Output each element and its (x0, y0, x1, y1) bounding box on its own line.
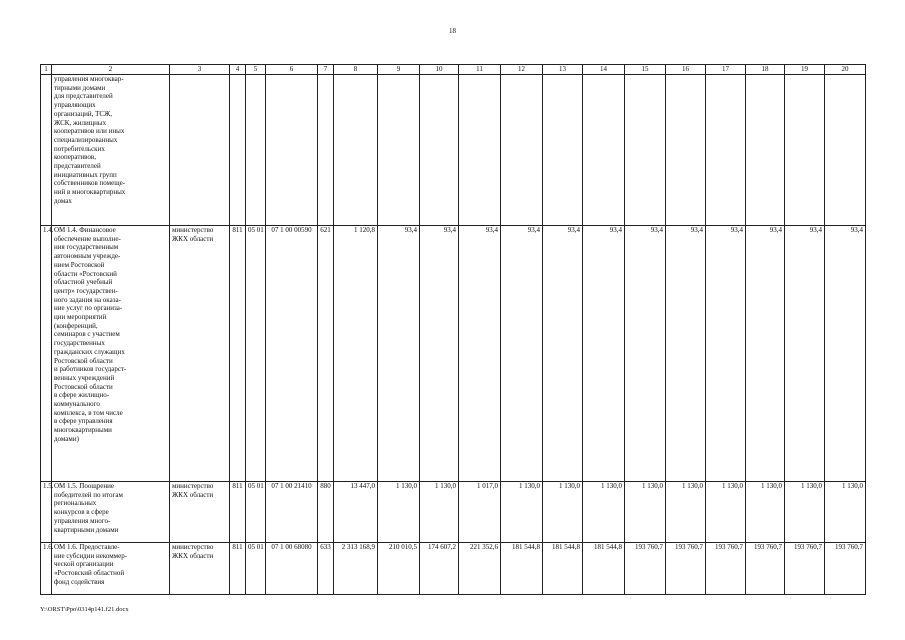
value-cell (459, 75, 501, 226)
column-header: 9 (378, 65, 420, 75)
row-number: 1.6. (41, 543, 52, 595)
column-header: 7 (318, 65, 334, 75)
grbs-code (230, 75, 246, 226)
grbs-code: 811 (230, 226, 246, 482)
file-path-footer: Y:\ORST\Ppo\0314p141.f21.docx (40, 606, 129, 613)
value-cell: 193 760,7 (706, 543, 746, 595)
rzpr-code: 05 01 (246, 543, 266, 595)
vr-code: 633 (318, 543, 334, 595)
value-cell (501, 75, 543, 226)
vr-code: 880 (318, 482, 334, 543)
csr-code: 07 1 00 21410 (266, 482, 318, 543)
grbs-code: 811 (230, 543, 246, 595)
value-cell: 1 130,0 (746, 482, 785, 543)
value-cell: 93,4 (825, 226, 866, 482)
value-cell: 1 130,0 (825, 482, 866, 543)
value-cell: 181 544,8 (543, 543, 583, 595)
value-cell (666, 75, 706, 226)
column-header: 17 (706, 65, 746, 75)
csr-code: 07 1 00 00590 (266, 226, 318, 482)
column-header: 14 (583, 65, 625, 75)
value-cell (543, 75, 583, 226)
value-cell (785, 75, 825, 226)
value-cell: 221 352,6 (459, 543, 501, 595)
measure-name: ОМ 1.4. Финансовое обеспечение выполне- ния государственным автономным учрежде- нием Ростовской области «Ростовский областной учебный центр» государствен- ного задания на оказа- ние услуг по организа- ции мероприятий (конференций, семинаров с участием государственных гражданских служащих Ростовской области и работников государст- венных учреждений Ростовской области в сфере жилищно- коммунального комплекса, в том числе в сфере управления многоквартирными домами) (52, 226, 170, 482)
column-number-row (41, 65, 866, 75)
value-cell: 1 120,8 (334, 226, 378, 482)
measure-name: ОМ 1.5. Поощрение победителей по итогам региональных конкурсов в сфере управления много- квартирными домами (52, 482, 170, 543)
value-cell: 1 017,0 (459, 482, 501, 543)
value-cell: 1 130,0 (583, 482, 625, 543)
value-cell: 93,4 (543, 226, 583, 482)
column-header: 20 (825, 65, 866, 75)
value-cell: 93,4 (583, 226, 625, 482)
value-cell: 93,4 (501, 226, 543, 482)
row-number (41, 75, 52, 226)
executor (170, 75, 230, 226)
value-cell (746, 75, 785, 226)
value-cell: 181 544,8 (583, 543, 625, 595)
value-cell: 193 760,7 (666, 543, 706, 595)
column-header: 5 (246, 65, 266, 75)
column-header: 8 (334, 65, 378, 75)
value-cell: 93,4 (378, 226, 420, 482)
column-header: 15 (625, 65, 666, 75)
column-header: 1 (41, 65, 52, 75)
column-header: 18 (746, 65, 785, 75)
column-header: 6 (266, 65, 318, 75)
executor: министерство ЖКХ области (170, 482, 230, 543)
value-cell: 210 010,5 (378, 543, 420, 595)
value-cell (334, 75, 378, 226)
value-cell: 1 130,0 (706, 482, 746, 543)
value-cell: 1 130,0 (785, 482, 825, 543)
value-cell: 1 130,0 (501, 482, 543, 543)
value-cell: 93,4 (420, 226, 459, 482)
row-number: 1.5. (41, 482, 52, 543)
csr-code (266, 75, 318, 226)
value-cell: 1 130,0 (543, 482, 583, 543)
value-cell: 181 544,8 (501, 543, 543, 595)
value-cell: 193 760,7 (625, 543, 666, 595)
value-cell: 193 760,7 (746, 543, 785, 595)
value-cell (825, 75, 866, 226)
value-cell: 193 760,7 (785, 543, 825, 595)
value-cell: 1 130,0 (378, 482, 420, 543)
column-header: 19 (785, 65, 825, 75)
value-cell (378, 75, 420, 226)
column-header: 4 (230, 65, 246, 75)
executor: министерство ЖКХ области (170, 543, 230, 595)
value-cell: 93,4 (666, 226, 706, 482)
rzpr-code: 05 01 (246, 482, 266, 543)
value-cell: 13 447,0 (334, 482, 378, 543)
column-header: 16 (666, 65, 706, 75)
column-header: 12 (501, 65, 543, 75)
vr-code (318, 75, 334, 226)
measure-name: ОМ 1.6. Предоставле- ние субсидии некоммер- ческой организации «Ростовский областной фонд содействия (52, 543, 170, 595)
column-header: 3 (170, 65, 230, 75)
column-header: 10 (420, 65, 459, 75)
table-row (41, 482, 866, 543)
value-cell: 1 130,0 (666, 482, 706, 543)
column-header: 2 (52, 65, 170, 75)
value-cell: 1 130,0 (420, 482, 459, 543)
csr-code: 07 1 00 68080 (266, 543, 318, 595)
table-row (41, 543, 866, 595)
grbs-code: 811 (230, 482, 246, 543)
value-cell: 93,4 (746, 226, 785, 482)
value-cell: 1 130,0 (625, 482, 666, 543)
value-cell: 93,4 (706, 226, 746, 482)
column-header: 13 (543, 65, 583, 75)
table-row (41, 75, 866, 226)
value-cell (583, 75, 625, 226)
row-number: 1.4. (41, 226, 52, 482)
value-cell: 2 313 168,9 (334, 543, 378, 595)
vr-code: 621 (318, 226, 334, 482)
page-number: 18 (449, 27, 456, 35)
value-cell (625, 75, 666, 226)
expenditure-table (40, 64, 866, 595)
value-cell: 193 760,7 (825, 543, 866, 595)
value-cell: 93,4 (625, 226, 666, 482)
value-cell: 93,4 (785, 226, 825, 482)
measure-name: управления многоквар- тирными домами для представителей управляющих организаций, ТСЖ, ЖСК, жилищных кооперативов или иных специализированных потребительских кооперативов, представителей инициативных групп собственников помеще- ний в многоквартирных домах (52, 75, 170, 226)
value-cell: 93,4 (459, 226, 501, 482)
rzpr-code: 05 01 (246, 226, 266, 482)
value-cell (420, 75, 459, 226)
value-cell: 174 607,2 (420, 543, 459, 595)
rzpr-code (246, 75, 266, 226)
table-row (41, 226, 866, 482)
executor: министерство ЖКХ области (170, 226, 230, 482)
value-cell (706, 75, 746, 226)
column-header: 11 (459, 65, 501, 75)
